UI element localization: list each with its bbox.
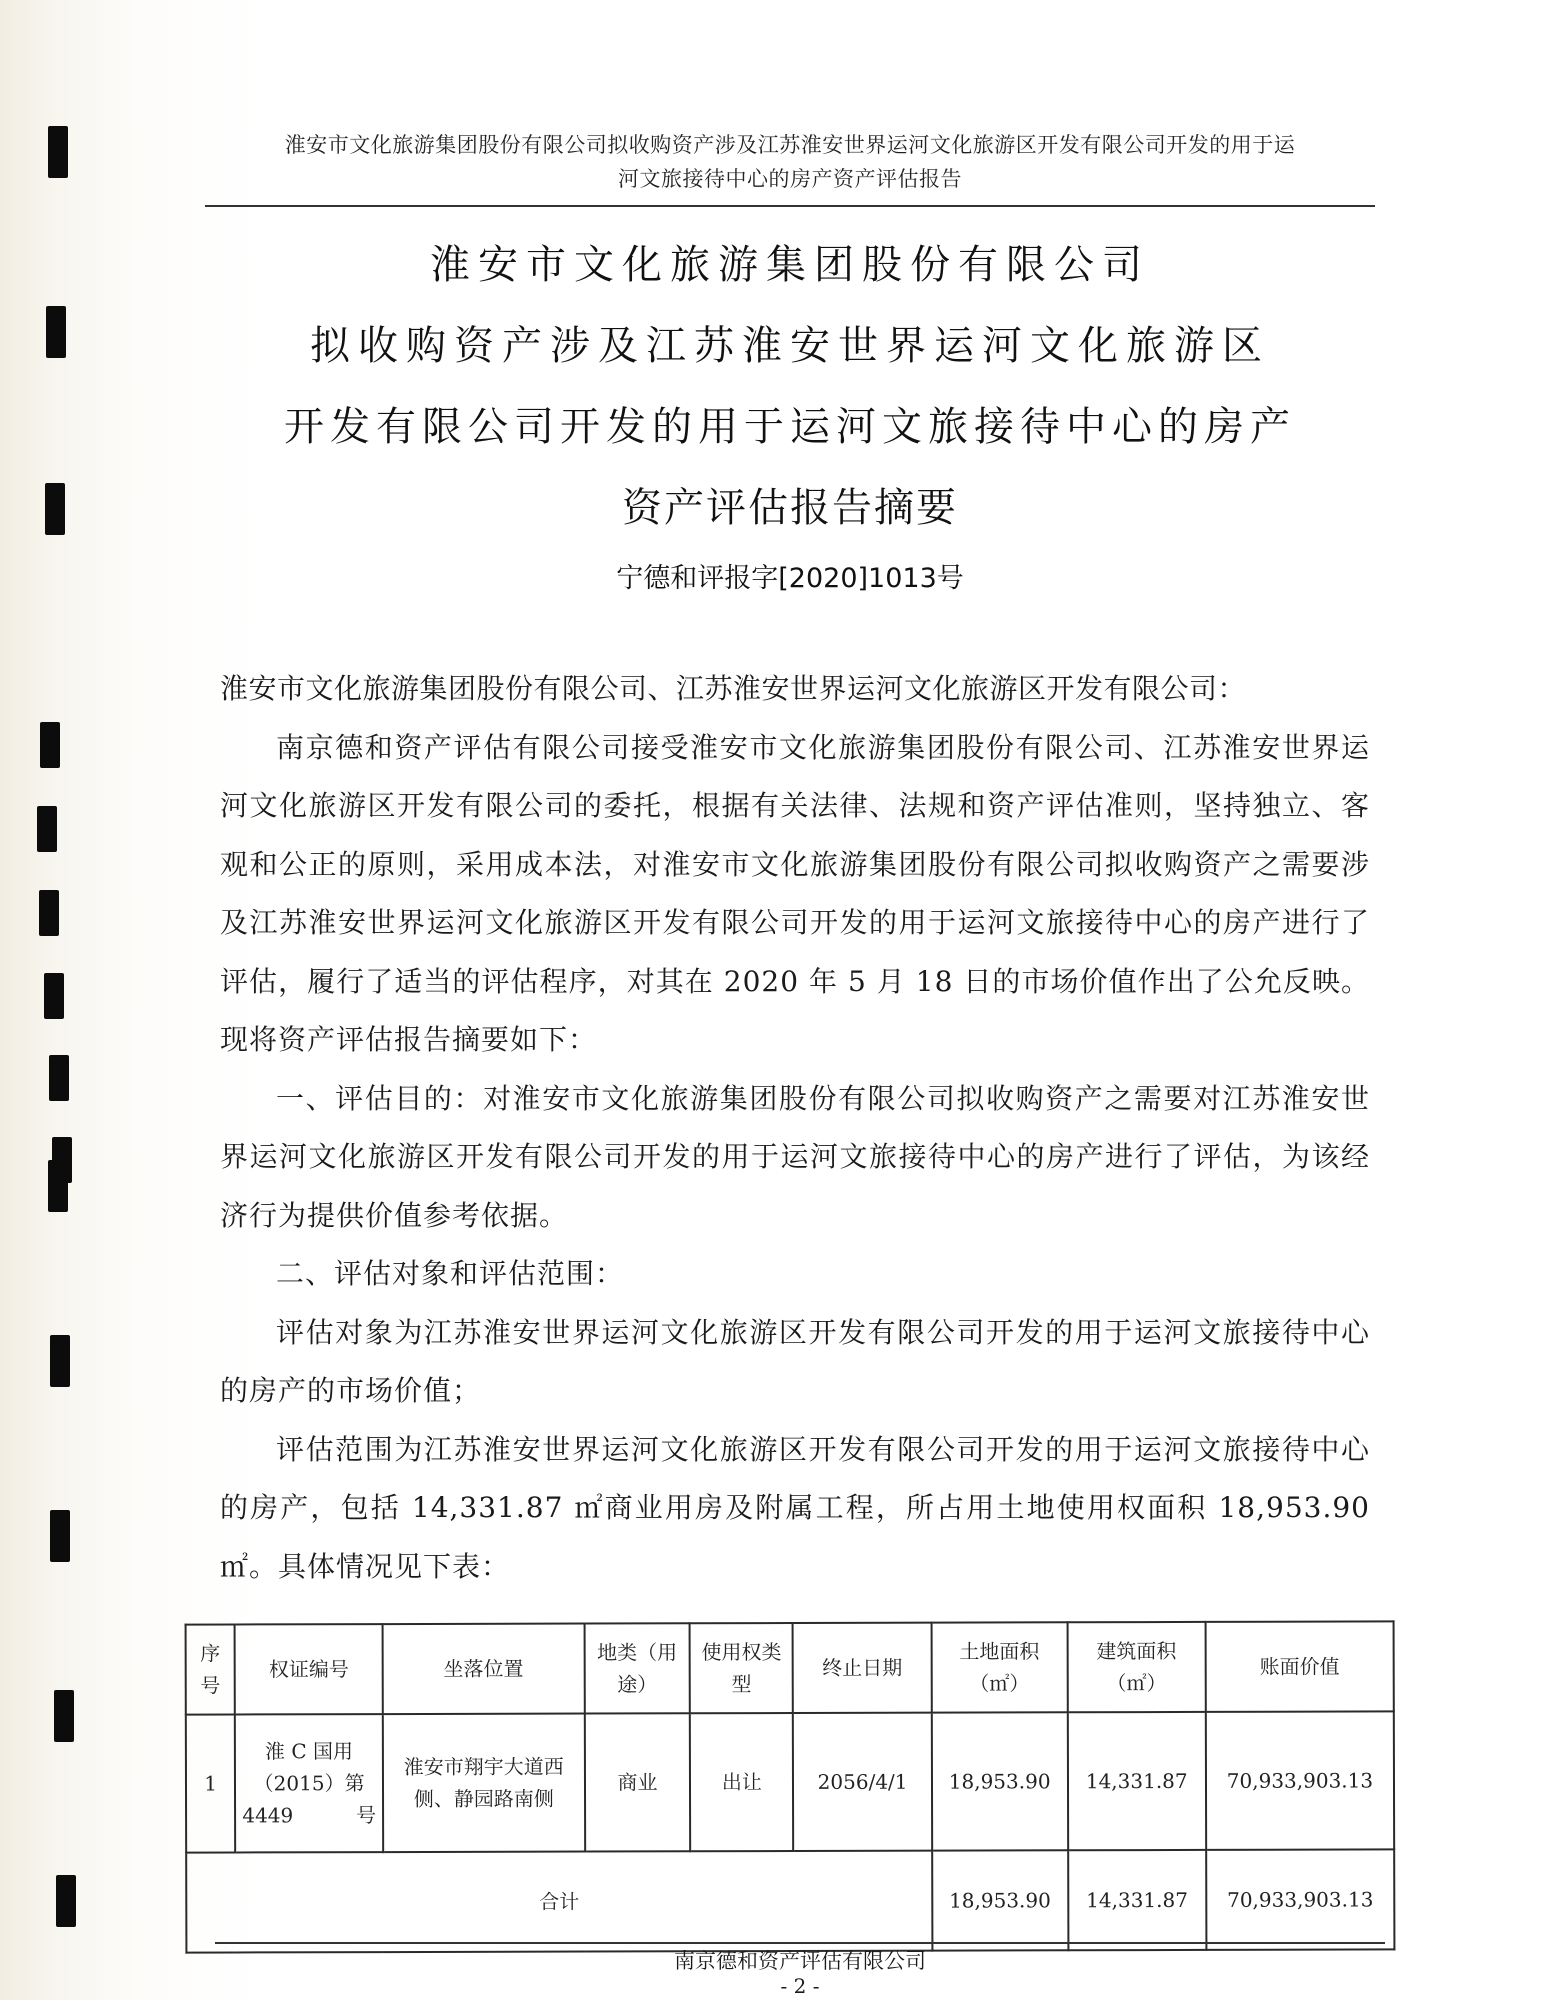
header-land-area: 土地面积（㎡） [931,1622,1067,1712]
asset-table [185,1620,1396,1953]
section-2-object: 评估对象为江苏淮安世界运河文化旅游区开发有限公司开发的用于运河文旅接待中心的房产的市场价值； [220,1315,1370,1407]
binding-mark [46,306,66,358]
cell-right-type: 出让 [690,1713,794,1851]
intro-paragraph: 南京德和资产评估有限公司接受淮安市文化旅游集团股份有限公司、江苏淮安世界运河文化旅游区开发有限公司的委托，根据有关法律、法规和资产评估准则，坚持独立、客观和公正的原则，采用成本法，对淮安市文化旅游集团股份有限公司拟收购资产之需要涉及江苏淮安世界运河文化旅游区开发有限公司开发的用于运河文旅接待中心的房产进行了评估，履行了适当的评估程序，对其在 2020 年 5 月 18 日的市场价值作出了公允反映。现将资产评估报告摘要如下： [220,730,1370,1056]
header-end-date: 终止日期 [793,1623,932,1713]
title-line-2: 拟收购资产涉及江苏淮安世界运河文化旅游区 [310,323,1270,369]
cell-location: 淮安市翔宇大道西侧、静园路南侧 [383,1714,585,1853]
header-building-area: 建筑面积（㎡） [1067,1622,1206,1712]
running-header-line-1: 淮安市文化旅游集团股份有限公司拟收购资产涉及江苏淮安世界运河文化旅游区开发有限公司开发的用于运 [284,133,1296,157]
section-1-purpose: 一、评估目的：对淮安市文化旅游集团股份有限公司拟收购资产之需要对江苏淮安世界运河文化旅游区开发有限公司开发的用于运河文旅接待中心的房产进行了评估，为该经济行为提供价值参考依据。 [220,1081,1370,1232]
table-row [186,1711,1394,1852]
running-header-line-2: 河文旅接待中心的房产资产评估报告 [618,167,962,191]
header-cert-no: 权证编号 [235,1624,383,1714]
cell-land-area: 18,953.90 [932,1712,1068,1850]
title-line-1: 淮安市文化旅游集团股份有限公司 [430,242,1150,288]
footer-rule [215,1942,1385,1944]
binding-mark [40,722,60,768]
cell-seq: 1 [186,1714,236,1852]
binding-mark [37,806,57,852]
header-book-value: 账面价值 [1206,1621,1394,1711]
cell-book-value: 70,933,903.13 [1206,1711,1394,1849]
cell-cert-no: 淮 C 国用（2015）第 4449 号 [235,1714,383,1852]
binding-mark [54,1690,74,1742]
table-header-row [186,1621,1394,1714]
section-2-scope: 评估范围为江苏淮安世界运河文化旅游区开发有限公司开发的用于运河文旅接待中心的房产，包括 14,331.87 ㎡商业用房及附属工程，所占用土地使用权面积 18,953.90 ㎡。具体情况见下表： [220,1432,1370,1583]
binding-mark [56,1875,76,1927]
binding-mark [48,126,68,178]
binding-mark [49,1055,69,1101]
binding-mark [50,1335,70,1387]
footer-company: 南京德和资产评估有限公司 [674,1949,926,1973]
binding-mark [39,890,59,936]
cell-building-area: 14,331.87 [1067,1712,1206,1850]
binding-mark [44,973,64,1019]
header-seq: 序号 [186,1624,235,1714]
title-line-3: 开发有限公司开发的用于运河文旅接待中心的房产 [284,404,1296,450]
binding-mark [45,483,65,535]
addressee: 淮安市文化旅游集团股份有限公司、江苏淮安世界运河文化旅游区开发有限公司： [220,672,1247,705]
title-line-4: 资产评估报告摘要 [622,485,958,531]
table-total-row [186,1849,1394,1952]
total-label: 合计 [186,1851,932,1953]
header-land-type: 地类（用途） [584,1623,690,1713]
cell-end-date: 2056/4/1 [793,1713,932,1851]
total-building-area: 14,331.87 [1068,1850,1207,1950]
report-number: 宁德和评报字[2020]1013号 [616,563,964,594]
total-book-value: 70,933,903.13 [1206,1849,1394,1949]
header-rule [205,205,1375,207]
total-land-area: 18,953.90 [932,1850,1068,1950]
header-location: 坐落位置 [383,1624,585,1715]
body-text [220,660,1370,1596]
binding-mark [50,1510,70,1562]
page-number: - 2 - [780,1974,820,1998]
binding-mark [48,1160,68,1212]
section-2-heading: 二、评估对象和评估范围： [276,1257,625,1290]
header-right-type: 使用权类型 [690,1623,793,1713]
title-block [200,225,1380,609]
cell-land-type: 商业 [584,1713,690,1851]
running-header [200,128,1380,196]
